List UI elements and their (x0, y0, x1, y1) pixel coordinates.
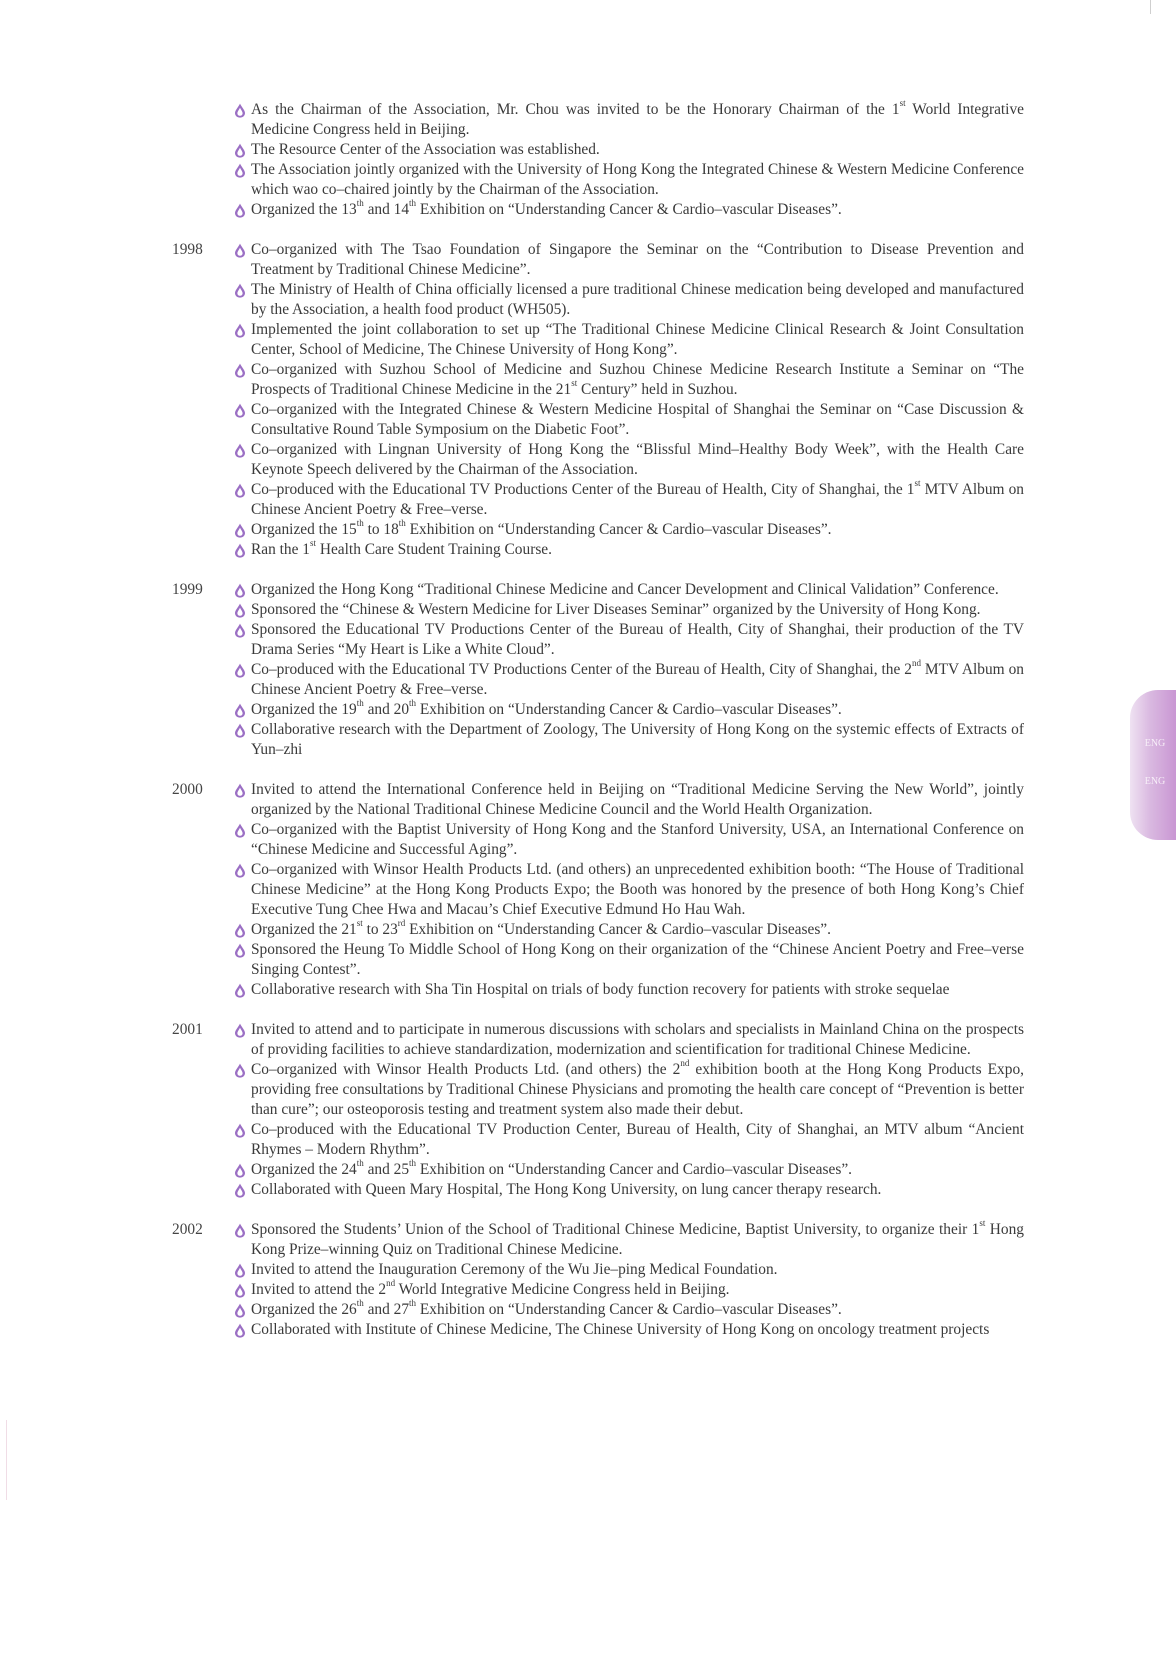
timeline-item (233, 860, 1024, 920)
timeline-item (233, 140, 1024, 160)
year-label: 2002 (172, 1221, 203, 1238)
timeline-item-text: Invited to attend and to participate in numerous discussions with scholars and specialists in Mainland China on the prospects of providing facilities to achieve standardization, modernization and scientification for traditional Chinese Medicine. (251, 1021, 1024, 1058)
timeline-item (233, 620, 1024, 660)
timeline-item-text: Invited to attend the Inauguration Ceremony of the Wu Jie–ping Medical Foundation. (251, 1261, 778, 1278)
timeline-item-text: Collaborative research with Sha Tin Hospital on trials of body function recovery for patients with stroke sequelae (251, 981, 950, 998)
water-drop-icon (234, 483, 246, 498)
timeline-item-text: The Ministry of Health of China officially licensed a pure traditional Chinese medication being developed and manufactured by the Association, a health food product (WH505). (251, 281, 1024, 318)
timeline-item (233, 1120, 1024, 1160)
timeline-year-group (172, 780, 1024, 1000)
timeline-item (233, 440, 1024, 480)
side-tab-label-top: ENG (1144, 738, 1166, 749)
water-drop-icon (234, 243, 246, 258)
water-drop-icon (234, 623, 246, 638)
timeline-item-text: Collaborative research with the Department of Zoology, The University of Hong Kong on the systemic effects of Extracts of Yun–zhi (251, 721, 1024, 758)
timeline-item-text: Co–organized with The Tsao Foundation of Singapore the Seminar on the “Contribution to Disease Prevention and Treatment by Traditional Chinese Medicine”. (251, 241, 1024, 278)
water-drop-icon (234, 1323, 246, 1338)
timeline-item-text: Implemented the joint collaboration to set up “The Traditional Chinese Medicine Clinical Research & Joint Consultation Center, School of Medicine, The Chinese University of Hong Kong”. (251, 321, 1024, 358)
timeline-item (233, 1157, 1024, 1180)
side-language-tab[interactable] (1130, 690, 1176, 840)
timeline-item (233, 517, 1024, 540)
water-drop-icon (234, 203, 246, 218)
timeline-year-group (172, 580, 1024, 760)
water-drop-icon (234, 663, 246, 678)
timeline-item-text: Co–organized with the Integrated Chinese & Western Medicine Hospital of Shanghai the Seminar on “Case Discussion & Consultative Round Table Symposium on the Diabetic Foot”. (251, 401, 1024, 438)
timeline-item-text: Co–organized with the Baptist University of Hong Kong and the Stanford University, USA, an International Conference on “Chinese Medicine and Successful Aging”. (251, 821, 1024, 858)
year-label: 2001 (172, 1021, 203, 1038)
timeline-year-group (172, 240, 1024, 560)
timeline-item (233, 940, 1024, 980)
timeline-item-text: Co–produced with the Educational TV Productions Center of the Bureau of Health, City of Shanghai, the 1st MTV Album on Chinese Ancient Poetry & Free–verse. (251, 477, 1024, 518)
water-drop-icon (234, 1163, 246, 1178)
timeline-item-text: Invited to attend the International Conference held in Beijing on “Traditional Medicine Serving the New World”, jointly organized by the National Traditional Chinese Medicine Council and the World Health Organization. (251, 781, 1024, 818)
timeline-year-group (172, 1020, 1024, 1200)
timeline-item-text: Organized the 15th to 18th Exhibition on “Understanding Cancer & Cardio–vascular Diseases”. (251, 517, 832, 538)
timeline-item (233, 1320, 1024, 1340)
timeline-item-text: Co–organized with Lingnan University of Hong Kong the “Blissful Mind–Healthy Body Week”, with the Health Care Keynote Speech delivered by the Chairman of the Association. (251, 441, 1024, 478)
water-drop-icon (234, 163, 246, 178)
timeline-item-text: Ran the 1st Health Care Student Training Course. (251, 537, 552, 558)
timeline-item-text: Co–organized with Winsor Health Products Ltd. (and others) an unprecedented exhibition booth: “The House of Traditional Chinese Medicine” at the Hong Kong Products Expo; the Booth was honored by the presence of both Hong Kong’s Chief Executive Tung Chee Hwa and Macau’s Chief Executive Edmund Ho Hau Wah. (251, 861, 1024, 918)
timeline-items (233, 97, 1024, 220)
water-drop-icon (234, 283, 246, 298)
water-drop-icon (234, 1063, 246, 1078)
timeline-item (233, 657, 1024, 700)
year-label: 1999 (172, 581, 203, 598)
year-label: 1998 (172, 241, 203, 258)
timeline-item-text: The Resource Center of the Association was established. (251, 141, 600, 158)
water-drop-icon (234, 983, 246, 998)
page-margin-mark (6, 1420, 7, 1500)
timeline-item-text: Sponsored the Heung To Middle School of Hong Kong on their organization of the “Chinese Ancient Poetry and Free–verse Singing Contest”. (251, 941, 1024, 978)
timeline-item (233, 1260, 1024, 1280)
timeline-item (233, 477, 1024, 520)
timeline-item (233, 697, 1024, 720)
timeline-items (233, 1020, 1024, 1200)
water-drop-icon (234, 583, 246, 598)
timeline-item (233, 160, 1024, 200)
water-drop-icon (234, 523, 246, 538)
timeline-item (233, 537, 1024, 560)
timeline-item (233, 720, 1024, 760)
water-drop-icon (234, 863, 246, 878)
timeline-item (233, 360, 1024, 400)
timeline-item (233, 320, 1024, 360)
timeline-item-text: Collaborated with Queen Mary Hospital, The Hong Kong University, on lung cancer therapy research. (251, 1181, 882, 1198)
water-drop-icon (234, 1263, 246, 1278)
timeline-year-group (172, 1217, 1024, 1340)
water-drop-icon (234, 1183, 246, 1198)
water-drop-icon (234, 723, 246, 738)
water-drop-icon (234, 823, 246, 838)
timeline-item-text: Organized the 21st to 23rd Exhibition on “Understanding Cancer & Cardio–vascular Diseases”. (251, 917, 831, 938)
water-drop-icon (234, 363, 246, 378)
water-drop-icon (234, 703, 246, 718)
timeline-item-text: Co–organized with Suzhou School of Medicine and Suzhou Chinese Medicine Research Institute a Seminar on “The Prospects of Traditional Chinese Medicine in the 21st Century” held in Suzhou. (251, 361, 1024, 398)
timeline-item-text: Sponsored the “Chinese & Western Medicine for Liver Diseases Seminar” organized by the University of Hong Kong. (251, 601, 981, 618)
timeline-items (233, 780, 1024, 1000)
timeline-item (233, 580, 1024, 600)
water-drop-icon (234, 1223, 246, 1238)
timeline-item (233, 980, 1024, 1000)
timeline-item (233, 1020, 1024, 1060)
water-drop-icon (234, 1303, 246, 1318)
page-edge-line (1150, 0, 1151, 14)
timeline-item-text: Collaborated with Institute of Chinese Medicine, The Chinese University of Hong Kong on oncology treatment projects (251, 1321, 990, 1338)
water-drop-icon (234, 1123, 246, 1138)
timeline-item (233, 400, 1024, 440)
timeline-item (233, 280, 1024, 320)
water-drop-icon (234, 923, 246, 938)
timeline-items (233, 580, 1024, 760)
water-drop-icon (234, 783, 246, 798)
timeline-item-text: Sponsored the Educational TV Productions Center of the Bureau of Health, City of Shanghai, their production of the TV Drama Series “My Heart is Like a White Cloud”. (251, 621, 1024, 658)
side-tab-label-bottom: ENG (1144, 776, 1166, 787)
water-drop-icon (234, 603, 246, 618)
timeline-item-text: Sponsored the Students’ Union of the School of Traditional Chinese Medicine, Baptist University, to organize their 1st Hong Kong Prize–winning Quiz on Traditional Chinese Medicine. (251, 1217, 1024, 1258)
timeline-item-text: Invited to attend the 2nd World Integrative Medicine Congress held in Beijing. (251, 1277, 730, 1298)
timeline-item (233, 197, 1024, 220)
water-drop-icon (234, 543, 246, 558)
timeline-item-text: Organized the 26th and 27th Exhibition on “Understanding Cancer & Cardio–vascular Diseases”. (251, 1297, 842, 1318)
timeline-year-group (172, 97, 1024, 220)
water-drop-icon (234, 1283, 246, 1298)
timeline-item-text: Co–produced with the Educational TV Production Center, Bureau of Health, City of Shanghai, an MTV album “Ancient Rhymes – Modern Rhythm”. (251, 1121, 1024, 1158)
timeline-item (233, 1057, 1024, 1120)
timeline-item (233, 1277, 1024, 1300)
timeline-items (233, 240, 1024, 560)
timeline (172, 97, 1024, 1340)
timeline-item-text: Organized the 13th and 14th Exhibition on “Understanding Cancer & Cardio–vascular Diseases”. (251, 197, 842, 218)
water-drop-icon (234, 1023, 246, 1038)
timeline-item-text: Co–produced with the Educational TV Productions Center of the Bureau of Health, City of Shanghai, the 2nd MTV Album on Chinese Ancient Poetry & Free–verse. (251, 657, 1024, 698)
timeline-item-text: Organized the 19th and 20th Exhibition on “Understanding Cancer & Cardio–vascular Diseases”. (251, 697, 842, 718)
timeline-item (233, 1180, 1024, 1200)
timeline-item (233, 97, 1024, 140)
water-drop-icon (234, 443, 246, 458)
timeline-item (233, 820, 1024, 860)
timeline-item-text: As the Chairman of the Association, Mr. Chou was invited to be the Honorary Chairman of the 1st World Integrative Medicine Congress held in Beijing. (251, 97, 1024, 138)
timeline-item-text: Co–organized with Winsor Health Products Ltd. (and others) the 2nd exhibition booth at the Hong Kong Products Expo, providing free consultations by Traditional Chinese Physicians and promoting the health care concept of “Prevention is better than cure”; our osteoporosis testing and treatment system also made their debut. (251, 1057, 1024, 1118)
timeline-item (233, 917, 1024, 940)
water-drop-icon (234, 403, 246, 418)
timeline-item-text: Organized the Hong Kong “Traditional Chinese Medicine and Cancer Development and Clinical Validation” Conference. (251, 581, 999, 598)
water-drop-icon (234, 943, 246, 958)
timeline-item (233, 780, 1024, 820)
water-drop-icon (234, 323, 246, 338)
timeline-item-text: The Association jointly organized with the University of Hong Kong the Integrated Chinese & Western Medicine Conference which wao co–chaired jointly by the Chairman of the Association. (251, 161, 1024, 198)
timeline-item (233, 1297, 1024, 1320)
water-drop-icon (234, 143, 246, 158)
timeline-item (233, 240, 1024, 280)
year-label: 2000 (172, 781, 203, 798)
timeline-item-text: Organized the 24th and 25th Exhibition on “Understanding Cancer and Cardio–vascular Diseases”. (251, 1157, 853, 1178)
water-drop-icon (234, 103, 246, 118)
timeline-item (233, 600, 1024, 620)
timeline-item (233, 1217, 1024, 1260)
timeline-items (233, 1217, 1024, 1340)
